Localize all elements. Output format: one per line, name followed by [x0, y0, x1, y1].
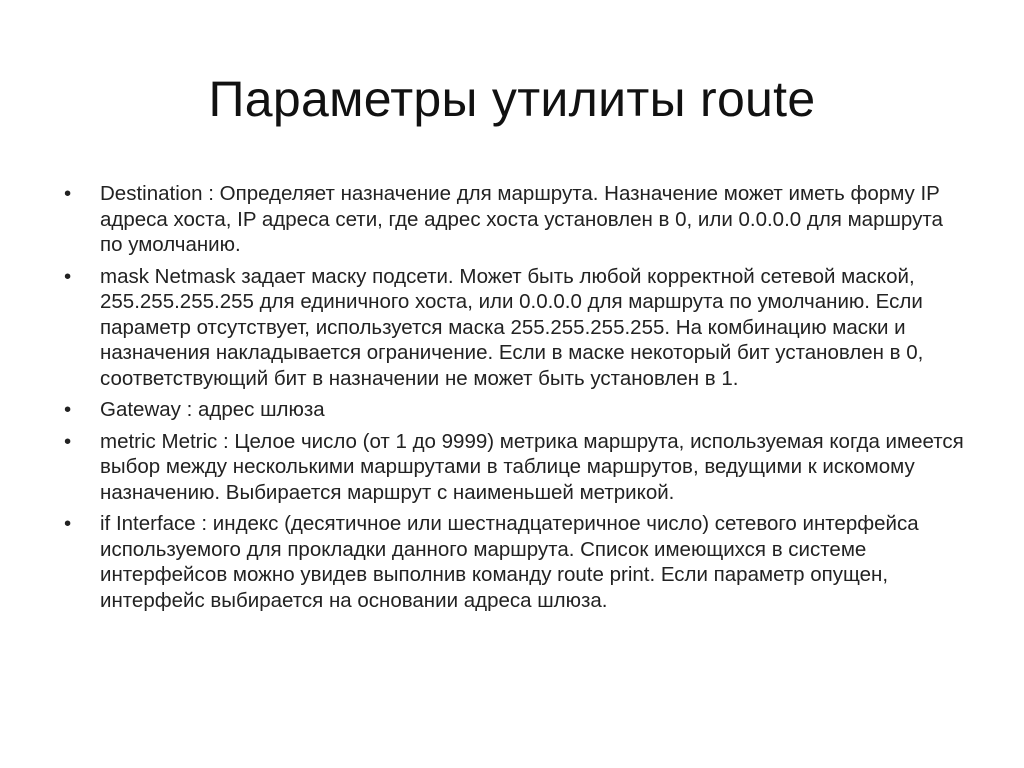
bullet-icon: • [64, 512, 72, 535]
bullet-text: Gateway : адрес шлюза [100, 398, 325, 421]
bullet-list [64, 181, 964, 619]
bullet-item-gateway [64, 397, 964, 423]
bullet-item-interface [64, 511, 964, 613]
bullet-icon: • [64, 429, 72, 453]
bullet-icon: • [64, 398, 72, 421]
bullet-item-destination [64, 181, 964, 258]
bullet-text: metric Metric : Целое число (от 1 до 9999) метрика маршрута, используемая когда имеется выбор между несколькими маршрутами в таблице маршрутов, ведущими к искомому назначению. Выбирается маршрут с наименьшей метрикой. [100, 429, 964, 504]
bullet-text: mask Netmask задает маску подсети. Может быть любой корректной сетевой маской, 255.255.255.255 для единичного хоста, или 0.0.0.0 для маршрута по умолчанию. Если параметр отсутствует, используется маска 255.255.255.255. На комбинацию маски и назначения накладывается ограничение. Если в маске некоторый бит установлен в 0, соответствующий бит в назначении не может быть установлен в 1. [100, 264, 924, 390]
bullet-item-mask [64, 264, 964, 392]
bullet-icon: • [64, 264, 72, 288]
slide-title: Параметры утилиты route [208, 71, 816, 127]
bullet-icon: • [64, 182, 72, 205]
bullet-text: if Interface : индекс (десятичное или шестнадцатеричное число) сетевого интерфейса используемого для прокладки данного маршрута. Список имеющихся в системе интерфейсов можно увидев выполнив команду route print. Если параметр опущен, интерфейс выбирается на основании адреса шлюза. [100, 512, 919, 612]
bullet-text: Destination : Определяет назначение для маршрута. Назначение может иметь форму IP адреса хоста, IP адреса сети, где адрес хоста установлен в 0, или 0.0.0.0 для маршрута по умолчанию. [100, 182, 943, 256]
bullet-item-metric [64, 429, 964, 506]
